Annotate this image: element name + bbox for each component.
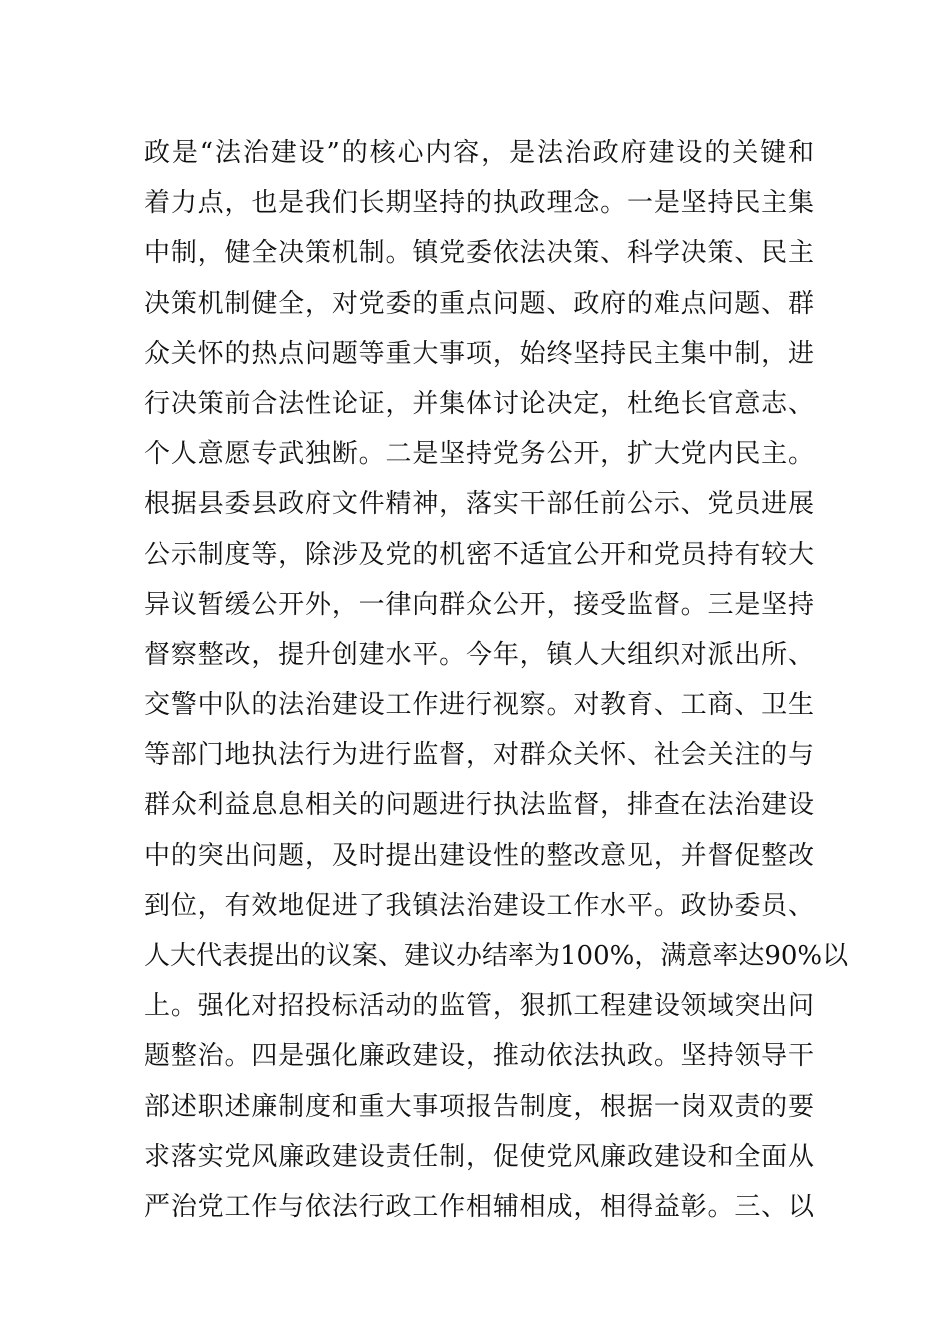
text-line-14: 群众利益息息相关的问题进行执法监督，排查在法治建设 <box>144 790 814 821</box>
text-line-16: 到位，有效地促进了我镇法治建设工作水平。政协委员、 <box>144 890 814 921</box>
body-text <box>144 128 849 1232</box>
text-line-3: 中制，健全决策机制。镇党委依法决策、科学决策、民主 <box>144 238 814 269</box>
text-line-9: 公示制度等，除涉及党的机密不适宜公开和党员持有较大 <box>144 539 814 570</box>
text-line-13: 等部门地执法行为进行监督，对群众关怀、社会关注的与 <box>144 740 814 771</box>
text-line-19: 题整治。四是强化廉政建设，推动依法执政。坚持领导干 <box>144 1041 814 1072</box>
text-line-1: 政是“法治建设”的核心内容，是法治政府建设的关键和 <box>144 138 814 168</box>
text-line-6: 行决策前合法性论证，并集体讨论决定，杜绝长官意志、 <box>144 388 814 419</box>
text-line-4: 决策机制健全，对党委的重点问题、政府的难点问题、群 <box>144 288 814 319</box>
text-line-7: 个人意愿专武独断。二是坚持党务公开，扩大党内民主。 <box>144 439 814 470</box>
text-line-12: 交警中队的法治建设工作进行视察。对教育、工商、卫生 <box>144 690 814 721</box>
text-line-10: 异议暂缓公开外，一律向群众公开，接受监督。三是坚持 <box>144 589 814 620</box>
text-line-18: 上。强化对招投标活动的监管，狠抓工程建设领域突出问 <box>144 991 814 1022</box>
text-line-15: 中的突出问题，及时提出建设性的整改意见，并督促整改 <box>144 840 814 871</box>
text-line-22: 严治党工作与依法行政工作相辅相成，相得益彰。三、以 <box>144 1191 814 1222</box>
text-line-11: 督察整改，提升创建水平。今年，镇人大组织对派出所、 <box>144 639 814 670</box>
text-line-21: 求落实党风廉政建设责任制，促使党风廉政建设和全面从 <box>144 1141 814 1172</box>
text-line-17: 人大代表提出的议案、建议办结率为100%，满意率达90%以 <box>144 941 849 971</box>
text-line-20: 部述职述廉制度和重大事项报告制度，根据一岗双责的要 <box>144 1091 814 1122</box>
text-line-8: 根据县委县政府文件精神，落实干部任前公示、党员进展 <box>144 489 814 520</box>
text-line-5: 众关怀的热点问题等重大事项，始终坚持民主集中制，进 <box>144 338 814 369</box>
text-line-2: 着力点，也是我们长期坚持的执政理念。一是坚持民主集 <box>144 188 814 219</box>
